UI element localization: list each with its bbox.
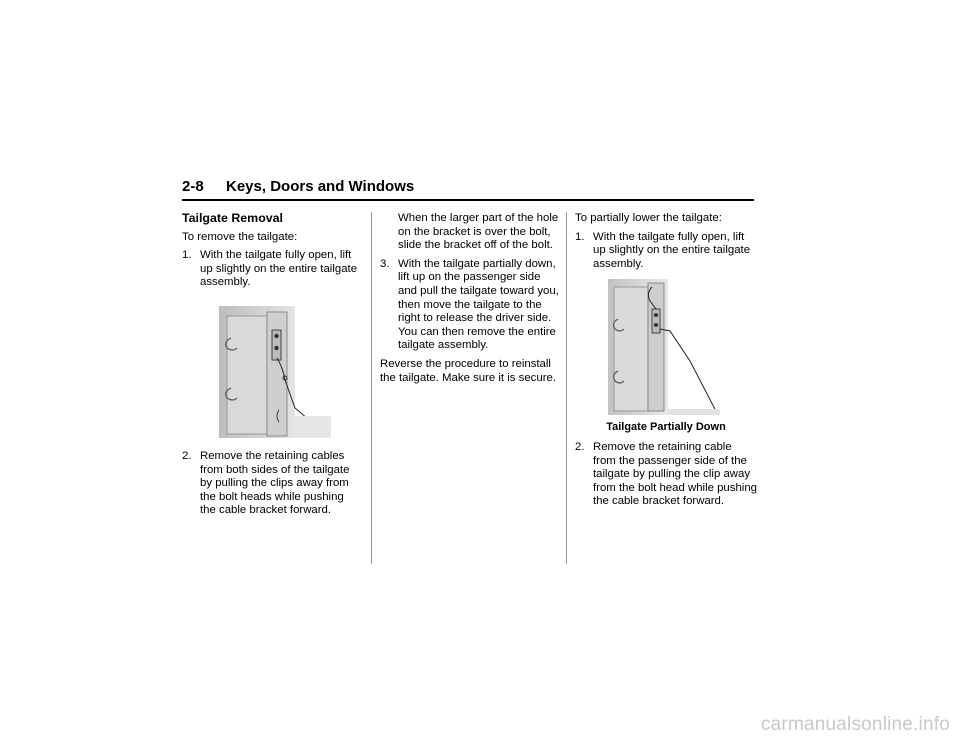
step-text: Remove the retaining cable from the passenger side of the tailgate by pulling the clip away from the bolt head while pushing the cable bracket forward. [593, 440, 758, 508]
page-number: 2-8 [182, 178, 204, 195]
step-number: 2. [182, 449, 192, 462]
step-number: 2. [575, 440, 585, 453]
step-1 [575, 231, 757, 272]
step-number: 3. [380, 257, 390, 270]
column-divider-1 [371, 212, 372, 564]
step-number: 1. [182, 249, 192, 262]
step-text: Remove the retaining cables from both sides of the tailgate by pulling the clips away from the bolt heads while pushing the cable bracket forward. [200, 449, 350, 517]
watermark: carmanualsonline.info [760, 714, 950, 735]
figure-caption: Tailgate Partially Down [606, 421, 726, 434]
step-number: 1. [575, 230, 585, 243]
continuation-text: When the larger part of the hole on the bracket is over the bolt, slide the bracket off of the bolt. [398, 212, 559, 252]
tailgate-partially-down-illustration [608, 279, 720, 415]
section-title: Tailgate Removal [182, 211, 283, 225]
step-text: With the tailgate partially down, lift up on the passenger side and pull the tailgate toward you, then move the tailgate to the right to release the driver side. You can then remove the entire tailgate assembly. [398, 257, 559, 352]
step-text: With the tailgate fully open, lift up slightly on the entire tailgate assembly. [593, 230, 751, 270]
page-header [182, 178, 754, 201]
column-2 [380, 212, 560, 390]
step-2 [575, 441, 757, 509]
intro-text: To partially lower the tailgate: [575, 212, 722, 224]
step-3 [380, 258, 560, 353]
column-divider-2 [566, 212, 567, 564]
chapter-title: Keys, Doors and Windows [226, 178, 415, 195]
intro-text: To remove the tailgate: [182, 230, 298, 243]
tailgate-open-illustration [219, 306, 331, 438]
step-2 [182, 450, 362, 518]
step-text: With the tailgate fully open, lift up slightly on the entire tailgate assembly. [200, 249, 358, 289]
column-3 [575, 212, 757, 514]
reverse-text: Reverse the procedure to reinstall the tailgate. Make sure it is secure. [380, 357, 557, 384]
step-1 [182, 249, 362, 290]
column-1 [182, 212, 362, 523]
